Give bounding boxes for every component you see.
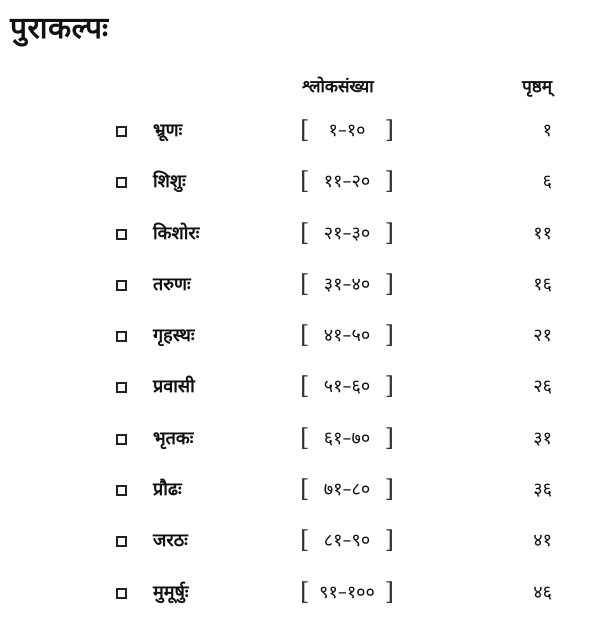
shloka-count-header: श्लोकसंख्या: [302, 77, 374, 97]
shloka-range: [300, 424, 394, 452]
page-number: २६: [533, 376, 552, 398]
right-bracket: ]: [384, 423, 394, 452]
right-bracket: ]: [384, 372, 394, 401]
left-bracket: [: [300, 167, 310, 196]
shloka-range: [300, 475, 394, 503]
page-title: पुराकल्पः: [10, 11, 109, 46]
right-bracket: ]: [384, 269, 394, 298]
checkbox-icon[interactable]: [116, 126, 127, 137]
chapter-name: किशोरः: [153, 222, 200, 244]
chapter-name: भृतकः: [153, 427, 194, 449]
list-item: [0, 477, 600, 528]
left-bracket: [: [300, 321, 310, 350]
shloka-range-text: ७१–८०: [323, 479, 371, 501]
shloka-range-text: १–१०: [328, 120, 366, 141]
contents-list: [0, 118, 600, 631]
shloka-range: [300, 526, 394, 554]
left-bracket: [: [300, 577, 310, 606]
list-item: [0, 323, 600, 374]
page-number: ४१: [533, 530, 552, 552]
shloka-range-text: ४१–५०: [323, 325, 371, 347]
checkbox-icon[interactable]: [116, 331, 127, 342]
right-bracket: ]: [384, 116, 394, 144]
shloka-range: [300, 219, 394, 247]
right-bracket: ]: [384, 321, 394, 350]
list-item: [0, 269, 600, 323]
checkbox-icon[interactable]: [116, 485, 127, 496]
list-item: [0, 374, 600, 425]
left-bracket: [: [300, 218, 310, 247]
list-item: [0, 577, 600, 631]
page-number: ११: [533, 222, 552, 244]
page-number: ३१: [533, 427, 552, 449]
shloka-range: [300, 167, 394, 195]
left-bracket: [: [300, 269, 310, 298]
shloka-range: [300, 270, 394, 298]
right-bracket: ]: [384, 577, 394, 606]
checkbox-icon[interactable]: [116, 536, 127, 547]
chapter-name: मुमूर्षुः: [153, 581, 189, 603]
right-bracket: ]: [384, 167, 394, 196]
list-item: [0, 218, 600, 272]
shloka-range-text: ६१–७०: [323, 427, 371, 449]
shloka-range: [300, 321, 394, 349]
shloka-range-text: २१–३०: [323, 222, 371, 244]
checkbox-icon[interactable]: [116, 280, 127, 291]
left-bracket: [: [300, 116, 310, 144]
shloka-range: [300, 372, 394, 400]
chapter-name: प्रवासी: [153, 376, 195, 398]
left-bracket: [: [300, 475, 310, 504]
page-number: ३६: [533, 479, 552, 501]
left-bracket: [: [300, 526, 310, 555]
checkbox-icon[interactable]: [116, 382, 127, 393]
list-item: [0, 169, 600, 220]
shloka-range: [300, 116, 394, 144]
page-number: १: [542, 120, 552, 141]
chapter-name: भ्रूणः: [153, 120, 183, 141]
shloka-range-text: ५१–६०: [323, 376, 371, 398]
right-bracket: ]: [384, 218, 394, 247]
right-bracket: ]: [384, 475, 394, 504]
chapter-name: गृहस्थः: [153, 325, 195, 347]
list-item: [0, 423, 600, 477]
checkbox-icon[interactable]: [116, 588, 127, 599]
shloka-range-text: ११–२०: [323, 171, 371, 193]
right-bracket: ]: [384, 526, 394, 555]
checkbox-icon[interactable]: [116, 229, 127, 240]
checkbox-icon[interactable]: [116, 434, 127, 445]
page-number: २१: [533, 325, 552, 347]
chapter-name: शिशुः: [153, 171, 186, 193]
shloka-range: [300, 578, 394, 606]
page-number-header: पृष्ठम्: [522, 77, 552, 97]
list-item: [0, 118, 600, 169]
list-item: [0, 528, 600, 579]
page-number: ४६: [533, 581, 552, 603]
chapter-name: जरठः: [153, 530, 188, 552]
left-bracket: [: [300, 423, 310, 452]
shloka-range-text: ३१–४०: [323, 273, 371, 295]
page-number: ६: [542, 171, 552, 193]
shloka-range-text: ८१–९०: [323, 530, 371, 552]
checkbox-icon[interactable]: [116, 177, 127, 188]
left-bracket: [: [300, 372, 310, 401]
chapter-name: प्रौढः: [153, 479, 182, 501]
chapter-name: तरुणः: [153, 273, 191, 295]
shloka-range-text: ९१–१००: [319, 581, 375, 603]
page-number: १६: [533, 273, 552, 295]
